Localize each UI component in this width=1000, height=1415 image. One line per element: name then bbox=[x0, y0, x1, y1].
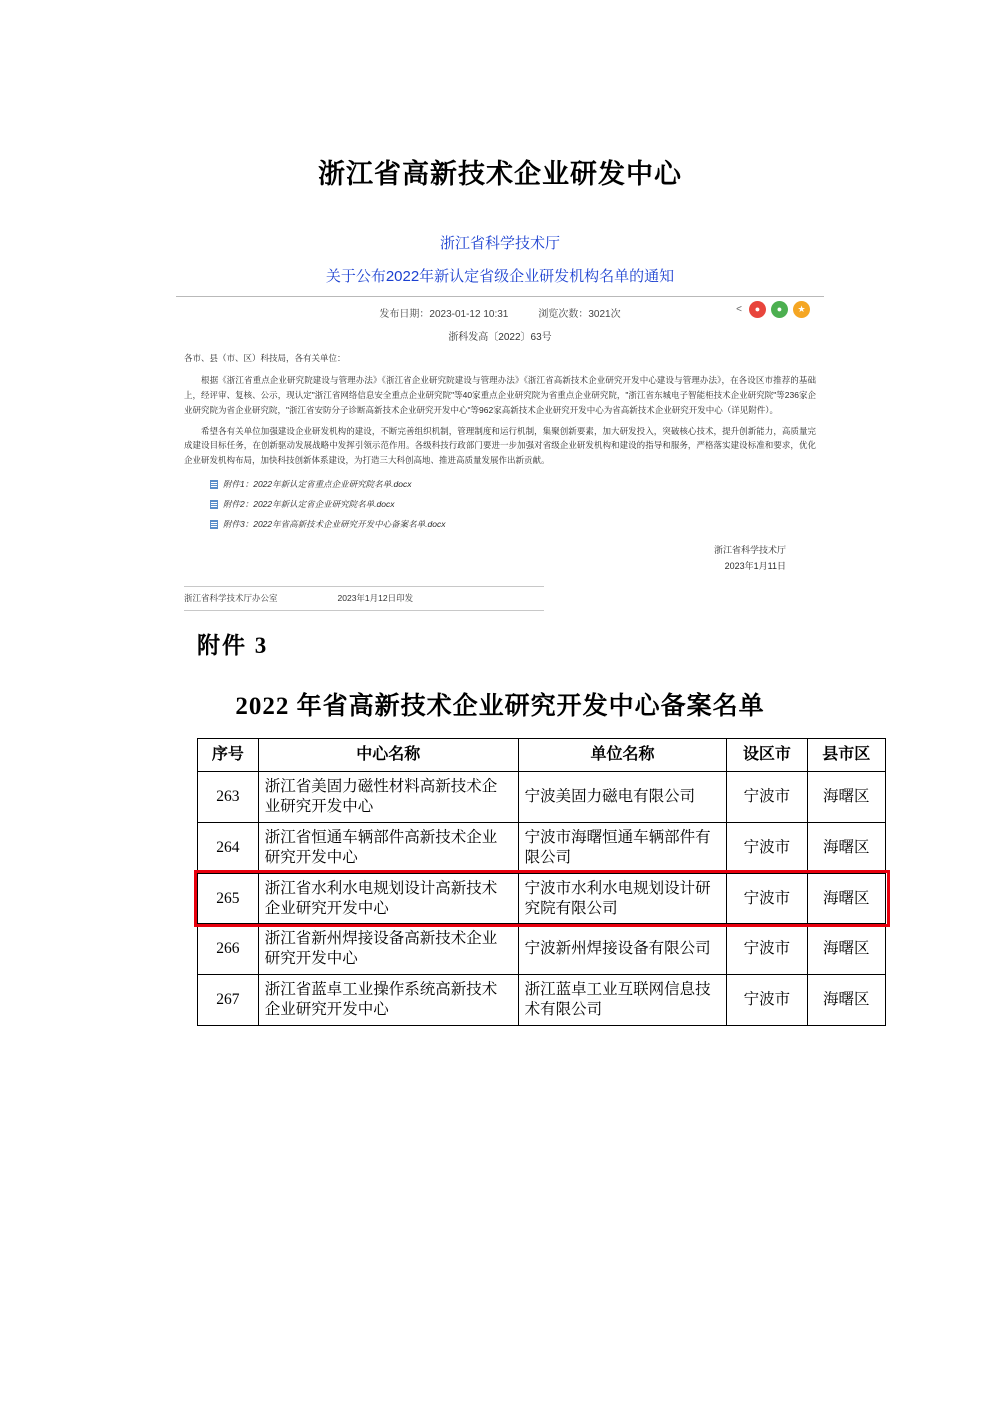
cell-city: 宁波市 bbox=[727, 975, 807, 1026]
listing-table bbox=[197, 738, 886, 1026]
attachment-item[interactable] bbox=[210, 477, 816, 492]
notice-meta bbox=[176, 297, 824, 322]
notice-signoff bbox=[184, 542, 816, 574]
cell-center: 浙江省新州焊接设备高新技术企业研究开发中心 bbox=[258, 924, 518, 975]
notice-paragraph-2: 希望各有关单位加强建设企业研发机构的建设，不断完善组织机制，管理制度和运行机制，集聚创新要素，加大研发投入，突破核心技术，提升创新能力，高质量完成建设目标任务，在创新驱动发展战略中发挥引领示范作用。各级科技行政部门要进一步加强对省级企业研发机构和建设的指导和服务，严格落实建设标准和要求，优化企业研发机构布局，加快科技创新体系建设，为打造三大科创高地、推进高质量发展作出新贡献。 bbox=[184, 425, 816, 466]
footer-print-date: 2023年1月12日印发 bbox=[337, 593, 414, 604]
table-row bbox=[198, 772, 886, 823]
attachment-item[interactable] bbox=[210, 517, 816, 532]
notice-salutation: 各市、县（市、区）科技局，各有关单位： bbox=[184, 353, 346, 363]
share-group[interactable] bbox=[736, 301, 810, 318]
cell-city: 宁波市 bbox=[727, 873, 807, 924]
word-document-icon bbox=[210, 500, 218, 509]
cell-district: 海曙区 bbox=[807, 924, 885, 975]
notice-block bbox=[176, 232, 824, 611]
cell-district: 海曙区 bbox=[807, 873, 885, 924]
cell-org: 宁波市水利水电规划设计研究院有限公司 bbox=[518, 873, 727, 924]
notice-paragraph-1: 根据《浙江省重点企业研究院建设与管理办法》《浙江省企业研究院建设与管理办法》《浙江省高新技术企业研究开发中心建设与管理办法》，在各设区市推荐的基础上，经评审、复核、公示，现认定"浙江省网络信息安全重点企业研究院"等40家重点企业研究院为省重点企业研究院，"浙江省东城电子智能柜技术企业研究院"等236家企业研究院为省企业研究院，"浙江省安防分子诊断高新技术企业研究开发中心"等962家高新技术企业研究开发中心为省高新技术企业研究开发中心（详见附件）。 bbox=[184, 374, 816, 415]
table-row bbox=[198, 823, 886, 874]
column-header-city: 设区市 bbox=[727, 739, 807, 772]
favorite-icon[interactable]: ★ bbox=[793, 301, 810, 318]
cell-center: 浙江省水利水电规划设计高新技术企业研究开发中心 bbox=[258, 873, 518, 924]
page-title: 浙江省高新技术企业研发中心 bbox=[318, 159, 682, 189]
column-header-org-name: 单位名称 bbox=[518, 739, 727, 772]
cell-city: 宁波市 bbox=[727, 924, 807, 975]
document-number: 浙科发高〔2022〕63号 bbox=[448, 332, 552, 343]
listing-table-wrapper bbox=[197, 738, 886, 1026]
attachment-heading: 附件 3 bbox=[197, 633, 269, 658]
table-row bbox=[198, 924, 886, 975]
cell-org: 宁波美固力磁电有限公司 bbox=[518, 772, 727, 823]
notice-body bbox=[176, 351, 824, 611]
publish-date: 发布日期：2023-01-12 10:31 bbox=[379, 309, 509, 320]
attachment-list bbox=[210, 477, 816, 532]
cell-org: 宁波市海曙恒通车辆部件有限公司 bbox=[518, 823, 727, 874]
cell-center: 浙江省恒通车辆部件高新技术企业研究开发中心 bbox=[258, 823, 518, 874]
word-document-icon bbox=[210, 520, 218, 529]
signoff-date: 2023年1月11日 bbox=[724, 560, 786, 571]
cell-district: 海曙区 bbox=[807, 823, 885, 874]
table-header-row bbox=[198, 739, 886, 772]
cell-no: 265 bbox=[198, 873, 259, 924]
attachment-label: 附件3：2022年省高新技术企业研究开发中心备案名单.docx bbox=[223, 518, 446, 529]
cell-no: 266 bbox=[198, 924, 259, 975]
notice-footer bbox=[184, 586, 544, 611]
cell-district: 海曙区 bbox=[807, 975, 885, 1026]
share-label: < bbox=[736, 304, 742, 315]
attachment-label: 附件1：2022年新认定省重点企业研究院名单.docx bbox=[223, 479, 412, 490]
wechat-icon[interactable]: ● bbox=[771, 301, 788, 318]
footer-office: 浙江省科学技术厅办公室 bbox=[184, 593, 278, 604]
cell-org: 浙江蓝卓工业互联网信息技术有限公司 bbox=[518, 975, 727, 1026]
cell-org: 宁波新州焊接设备有限公司 bbox=[518, 924, 727, 975]
cell-no: 263 bbox=[198, 772, 259, 823]
notice-organization: 浙江省科学技术厅 bbox=[439, 235, 560, 252]
weibo-icon[interactable]: ● bbox=[749, 301, 766, 318]
cell-district: 海曙区 bbox=[807, 772, 885, 823]
cell-city: 宁波市 bbox=[727, 772, 807, 823]
column-header-center-name: 中心名称 bbox=[258, 739, 518, 772]
notice-title: 关于公布2022年新认定省级企业研发机构名单的通知 bbox=[176, 265, 824, 297]
word-document-icon bbox=[210, 480, 218, 489]
cell-no: 264 bbox=[198, 823, 259, 874]
cell-city: 宁波市 bbox=[727, 823, 807, 874]
table-title: 2022 年省高新技术企业研究开发中心备案名单 bbox=[235, 693, 765, 720]
table-row bbox=[198, 975, 886, 1026]
cell-center: 浙江省蓝卓工业操作系统高新技术企业研究开发中心 bbox=[258, 975, 518, 1026]
cell-center: 浙江省美固力磁性材料高新技术企业研究开发中心 bbox=[258, 772, 518, 823]
signoff-organization: 浙江省科学技术厅 bbox=[713, 544, 786, 555]
column-header-no: 序号 bbox=[198, 739, 259, 772]
attachment-label: 附件2：2022年新认定省企业研究院名单.docx bbox=[223, 499, 395, 509]
cell-no: 267 bbox=[198, 975, 259, 1026]
column-header-district: 县市区 bbox=[807, 739, 885, 772]
table-row-highlighted bbox=[198, 873, 886, 924]
view-count: 浏览次数：3021次 bbox=[538, 309, 621, 320]
attachment-item[interactable] bbox=[210, 497, 816, 512]
